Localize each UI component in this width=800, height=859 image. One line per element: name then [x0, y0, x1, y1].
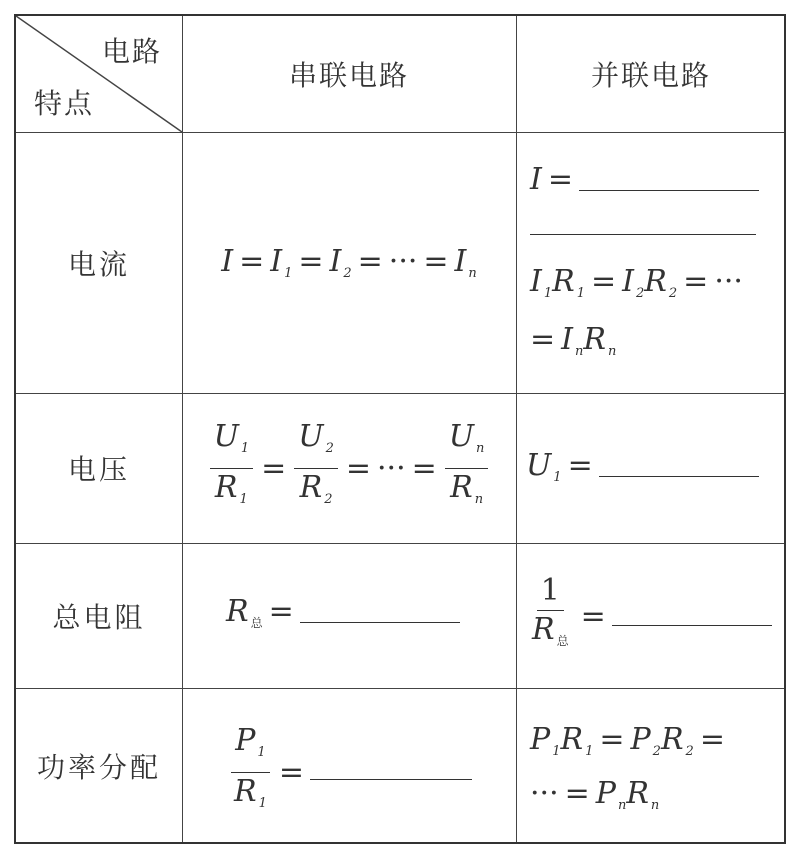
blank-series-resistance	[300, 622, 460, 623]
column-header-parallel: 并联电路	[590, 59, 711, 92]
parallel-power-line2: ··· = P $_n$R $_n$	[530, 776, 660, 813]
blank-parallel-current-relation	[530, 234, 756, 235]
parallel-voltage-formula: U $_1$ =	[526, 448, 759, 485]
row-label-voltage: 电压	[67, 453, 130, 486]
parallel-power-line1: P $_1$R $_1$ = P $_2$R $_2$ =	[530, 722, 725, 759]
column-header-series: 串联电路	[288, 59, 409, 92]
series-voltage-formula: $\frac{U _1}{R _1}$ = $\frac{U _2}{R _2}$ = ··· = $\frac{U _n}{R _n}$	[182, 393, 516, 543]
corner-header-circuit: 电路	[102, 35, 163, 68]
row-label-resistance: 总电阻	[52, 600, 146, 634]
parallel-resistance-formula: $\frac{1}{R _总}$ =	[526, 574, 772, 658]
blank-parallel-resistance	[612, 625, 772, 626]
parallel-current-total: I =	[530, 162, 759, 197]
corner-header-feature: 特点	[34, 87, 95, 120]
comparison-table	[14, 14, 786, 844]
parallel-current-relation-line1: I $_1$R $_1$ = I $_2$R $_2$ = ···	[530, 264, 743, 301]
series-power-formula: $\frac{P _1}{R _1}$ =	[228, 724, 472, 821]
column-divider-2	[516, 16, 517, 842]
series-resistance-formula: R $_总$ =	[226, 594, 460, 631]
blank-parallel-current-total	[579, 190, 759, 191]
blank-parallel-voltage	[599, 476, 759, 477]
blank-series-power	[310, 779, 472, 780]
parallel-current-relation-line2: = I $_n$R $_n$	[530, 322, 617, 359]
row-label-current: 电流	[67, 247, 130, 281]
row-label-power: 功率分配	[36, 751, 161, 784]
series-current-formula: I = I $_1$ = I $_2$ = ··· = I $_n$	[221, 244, 477, 281]
